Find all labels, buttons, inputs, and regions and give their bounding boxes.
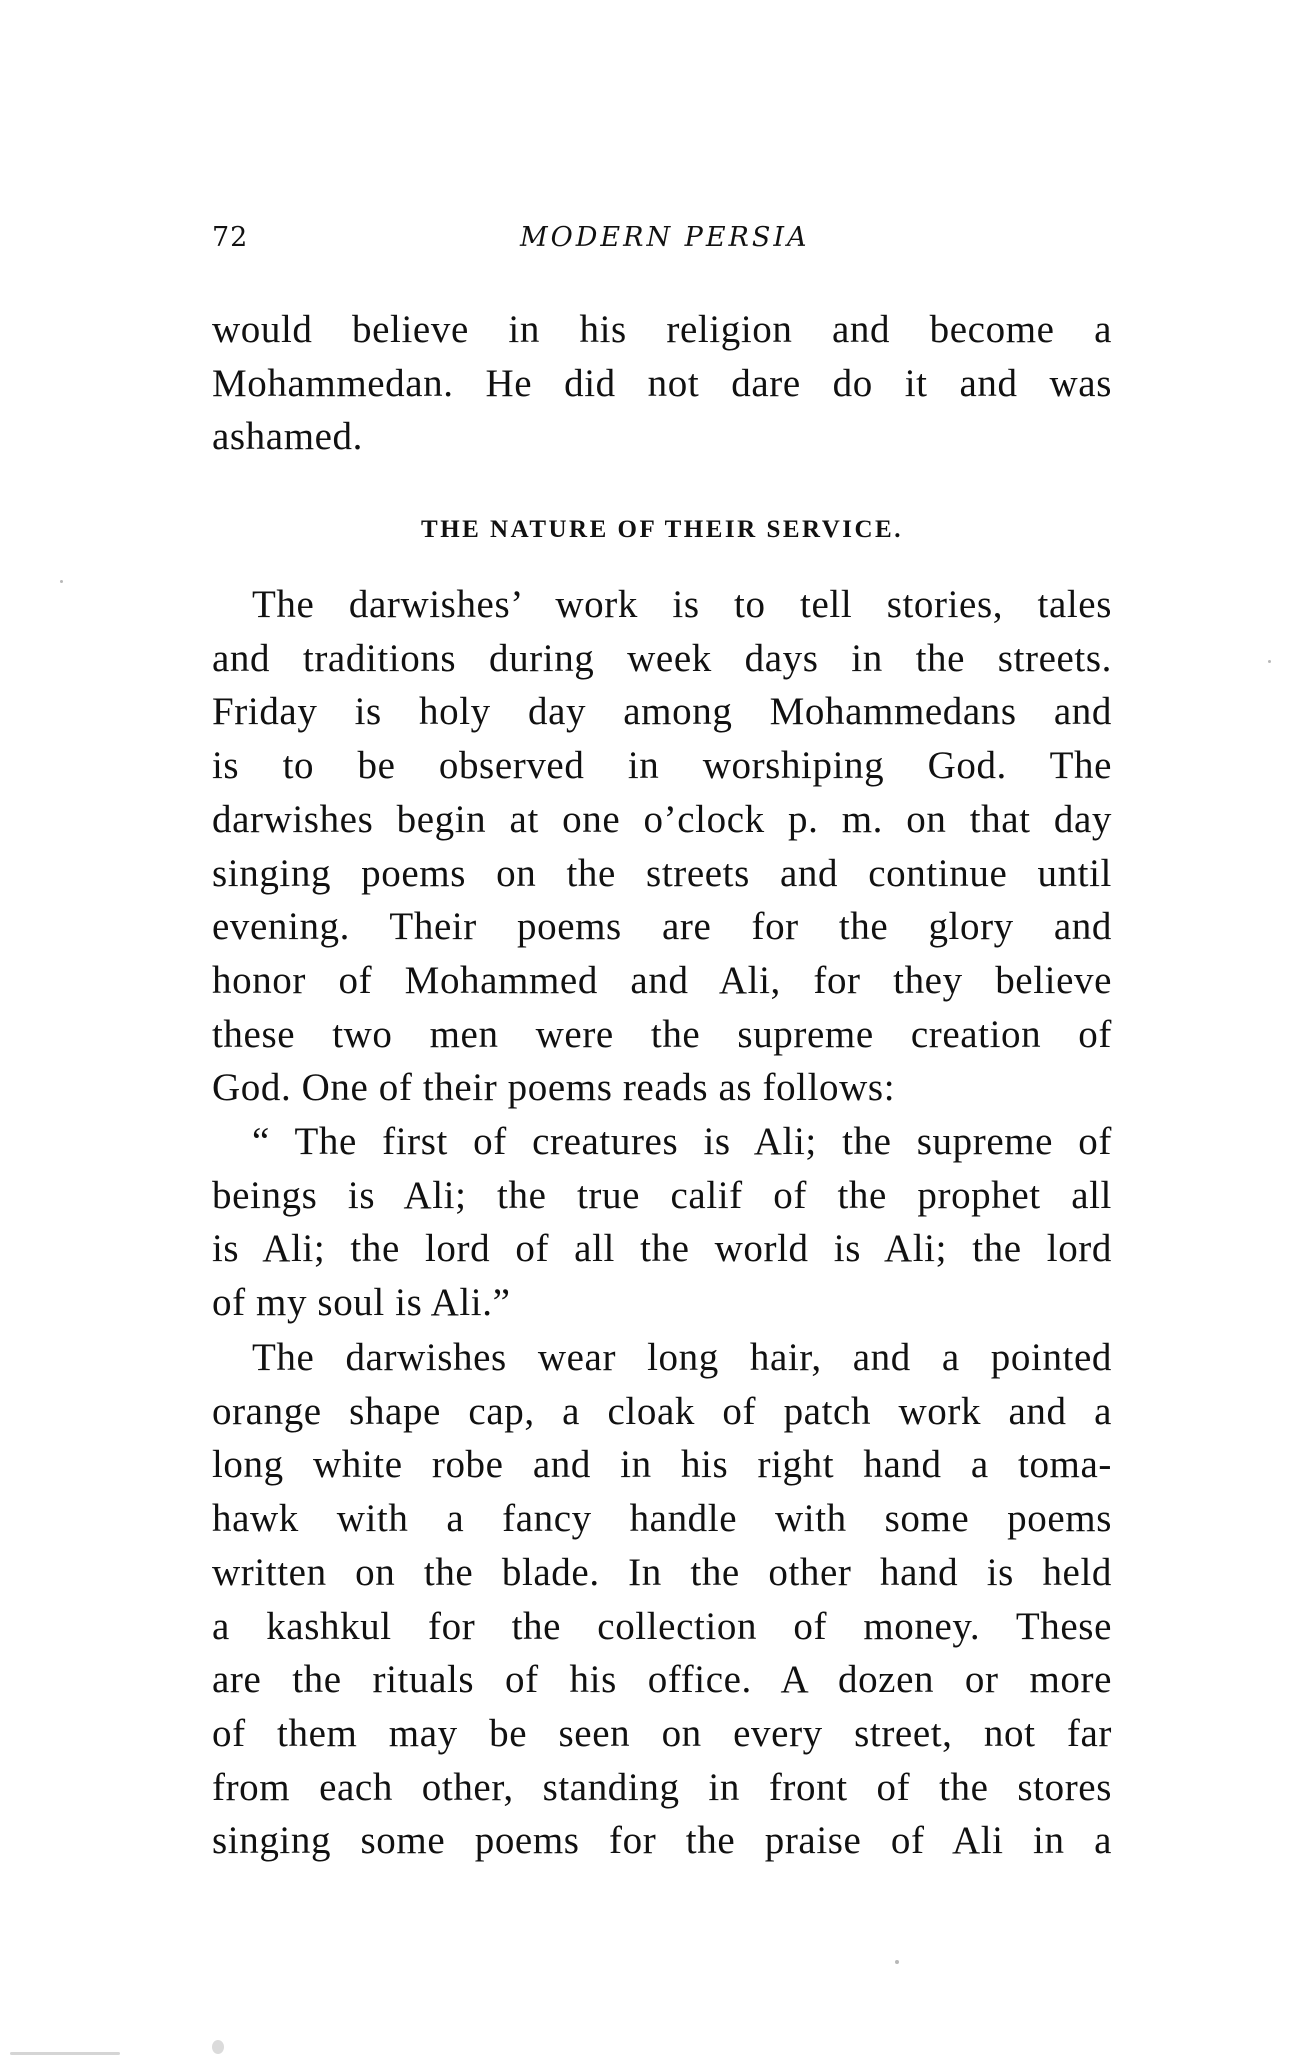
text-line: are the rituals of his office. A dozen or more [212, 1658, 1112, 1702]
text-line: beings is Ali; the true calif of the prophet all [212, 1173, 1112, 1217]
text-line: singing some poems for the praise of Ali in a [212, 1819, 1112, 1863]
scan-speck [895, 1960, 899, 1964]
text-line: The darwishes’ work is to tell stories, tales [252, 583, 1112, 626]
text-line: ashamed. [212, 415, 363, 459]
text-line: these two men were the supreme creation of [212, 1012, 1112, 1056]
text-line: “ The first of creatures is Ali; the supreme of [252, 1120, 1112, 1163]
text-line: hawk with a fancy handle with some poems [212, 1497, 1112, 1541]
text-line: singing poems on the streets and continue until [212, 851, 1112, 895]
text-line: God. One of their poems reads as follows: [212, 1066, 896, 1110]
text-line: darwishes begin at one o’clock p. m. on that day [212, 797, 1112, 841]
text-line: Mohammedan. He did not dare do it and was [212, 361, 1112, 405]
text-line: a kashkul for the collection of money. These [212, 1604, 1112, 1648]
scan-speck [1268, 660, 1271, 663]
running-title: MODERN PERSIA [520, 222, 810, 253]
text-line: evening. Their poems are for the glory and [212, 905, 1112, 949]
text-line: would believe in his religion and become a [212, 308, 1112, 351]
scan-speck [212, 2040, 224, 2054]
paragraph-poem-quote [212, 1115, 1112, 1330]
text-line: Friday is holy day among Mohammedans and [212, 690, 1112, 734]
page-number: 72 [212, 222, 249, 253]
paragraph-darwishes-work [212, 578, 1112, 1115]
text-line: is Ali; the lord of all the world is Ali; the lord [212, 1227, 1112, 1271]
text-line: long white robe and in his right hand a toma- [212, 1443, 1112, 1487]
text-line: of my soul is Ali.” [212, 1281, 511, 1325]
section-heading: THE NATURE OF THEIR SERVICE. [421, 516, 903, 543]
text-line: from each other, standing in front of the stores [212, 1765, 1112, 1809]
running-head [212, 222, 1112, 262]
text-line: written on the blade. In the other hand is held [212, 1550, 1112, 1594]
scan-speck [60, 580, 63, 583]
text-line: orange shape cap, a cloak of patch work and a [212, 1389, 1112, 1433]
paragraph-darwishes-dress [212, 1331, 1112, 1868]
paragraph-continuation [212, 303, 1112, 464]
text-line: of them may be seen on every street, not far [212, 1711, 1112, 1755]
text-line: is to be observed in worshiping God. The [212, 744, 1112, 788]
text-line: The darwishes wear long hair, and a pointed [252, 1336, 1112, 1379]
text-line: honor of Mohammed and Ali, for they believe [212, 958, 1112, 1002]
scan-speck [10, 2052, 120, 2055]
text-line: and traditions during week days in the streets. [212, 636, 1112, 680]
